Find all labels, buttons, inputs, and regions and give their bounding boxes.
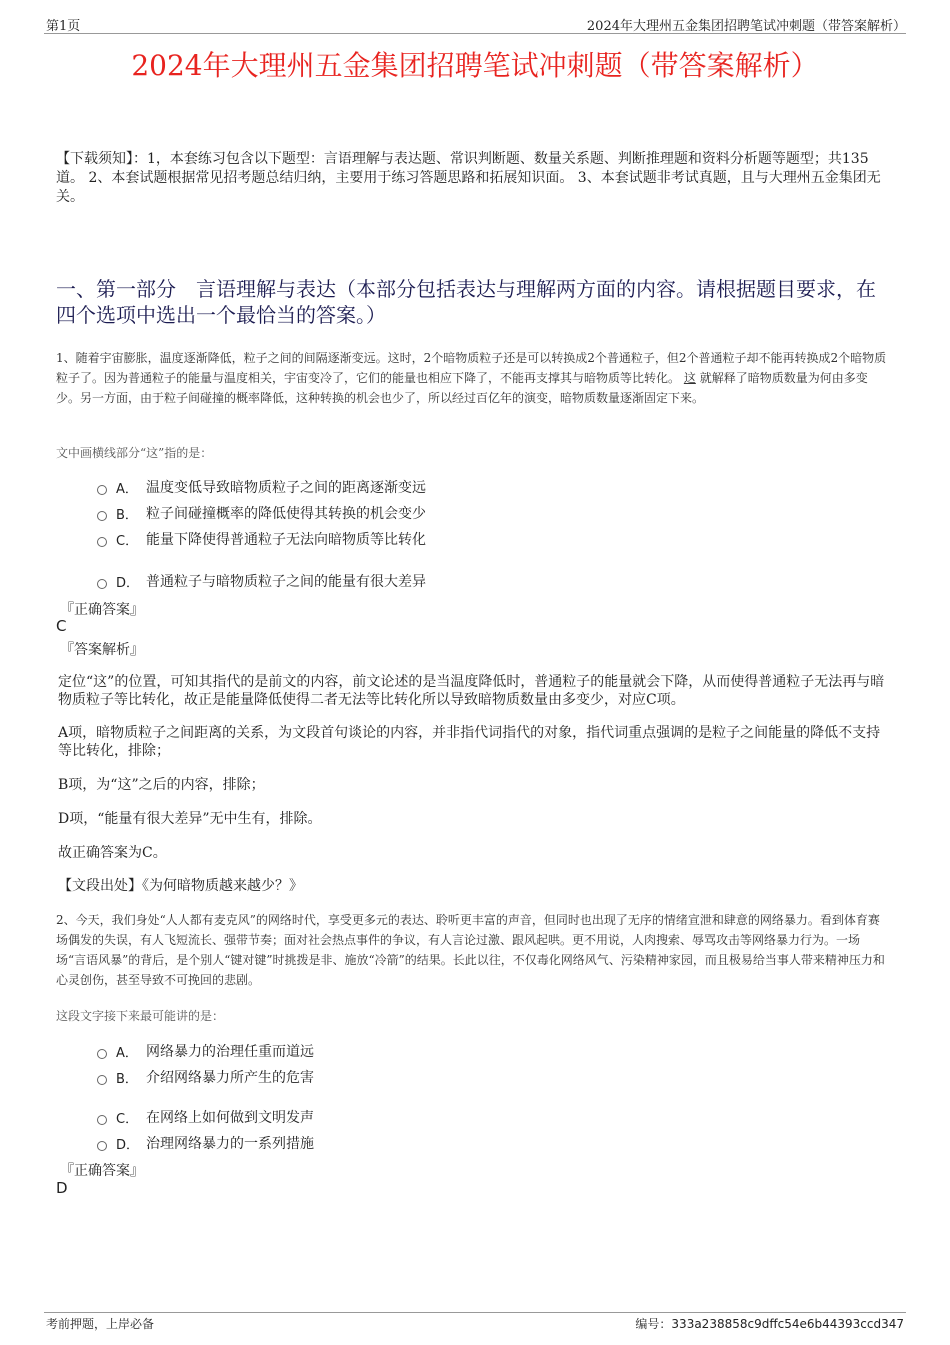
radio-icon[interactable]	[97, 485, 107, 495]
header-divider	[44, 33, 906, 34]
q1-option-b[interactable]: B． 粒子间碰撞概率的降低使得其转换的机会变少	[97, 503, 426, 523]
radio-icon[interactable]	[97, 511, 107, 521]
radio-icon[interactable]	[97, 1115, 107, 1125]
q1-analysis-3: B项，为“这”之后的内容，排除；	[58, 777, 265, 793]
q2-option-c[interactable]: C． 在网络上如何做到文明发声	[97, 1107, 314, 1127]
question-1-text: 1、随着宇宙膨胀，温度逐渐降低，粒子之间的间隔逐渐变远。这时，2个暗物质粒子还是可以转换成2个普通粒子，但2个普通粒子却不能再转换成2个暗物质粒子了。因为普通粒子的能量与温度相关，宇宙变冷了，它们的能量也相应下降了，不能再支撑其与暗物质等比转化。 这 就解释了暗物质数量为何由多变少。另一方面，由于粒子间碰撞的概率降低，这种转换的机会也少了，所以经过百亿年的演变，暗物质数量逐渐固定下来。	[56, 351, 887, 405]
q1-analysis-1: 定位“这”的位置，可知其指代的是前文的内容，前文论述的是当温度降低时，普通粒子的能量就会下降，从而使得普通粒子无法再与暗物质粒子等比转化，故正是能量降低使得二者无法等比转化所以导致暗物质数量由多变少，对应C项。	[58, 674, 885, 708]
question-2-text: 2、今天，我们身处“人人都有麦克风”的网络时代，享受更多元的表达、聆听更丰富的声音，但同时也出现了无序的情绪宣泄和肆意的网络暴力。看到体育赛场偶发的失误，有人飞短流长、强带节奏；面对社会热点事件的争议，有人言论过激、跟风起哄。更不用说，人肉搜索、辱骂攻击等网络暴力行为。一场场“言语风暴”的背后，是个别人“键对键”时挑拨是非、施放“冷箭”的结果。长此以往，不仅毒化网络风气、污染精神家园，而且极易给当事人带来精神压力和心灵创伤，甚至导致不可挽回的悲剧。	[56, 913, 885, 987]
footer-slogan: 考前押题，上岸必备	[46, 1317, 155, 1331]
page-number: 第1页	[46, 19, 81, 34]
q2-answer-label: 『正确答案』	[60, 1163, 144, 1179]
q1-analysis-4: D项，“能量有很大差异”无中生有，排除。	[58, 811, 322, 827]
q1-analysis-5: 故正确答案为C。	[58, 845, 167, 861]
q1-answer: C	[56, 617, 67, 635]
q1-option-c[interactable]: C． 能量下降使得普通粒子无法向暗物质等比转化	[97, 529, 426, 549]
q2-option-d[interactable]: D． 治理网络暴力的一系列措施	[97, 1133, 314, 1153]
header-doc-title: 2024年大理州五金集团招聘笔试冲刺题（带答案解析）	[586, 19, 906, 34]
q1-option-d[interactable]: D． 普通粒子与暗物质粒子之间的能量有很大差异	[97, 571, 426, 591]
footer-divider	[44, 1312, 906, 1313]
question-2-prompt: 这段文字接下来最可能讲的是：	[56, 1009, 225, 1023]
download-notice: 【下载须知】：1，本套练习包含以下题型：言语理解与表达题、常识判断题、数量关系题、判断推理题和资料分析题等题型；共135道。 2、本套试题根据常见招考题总结归纳，主要用于练习答题思路和拓展知识面。 3、本套试题非考试真题，且与大理州五金集团无关。	[56, 151, 881, 205]
question-1-prompt: 文中画横线部分“这”指的是：	[56, 446, 213, 460]
q1-source: 【文段出处】《为何暗物质越来越少？》	[58, 878, 303, 894]
q2-answer: D	[56, 1179, 68, 1197]
document-code: 333a238858c9dffc54e6b44393ccd347	[671, 1317, 904, 1331]
radio-icon[interactable]	[97, 1075, 107, 1085]
underlined-word: 这	[683, 371, 696, 385]
page-title: 2024年大理州五金集团招聘笔试冲刺题（带答案解析）	[131, 49, 819, 82]
radio-icon[interactable]	[97, 579, 107, 589]
q1-answer-label: 『正确答案』	[60, 602, 144, 618]
q1-analysis-2: A项，暗物质粒子之间距离的关系，为文段首句谈论的内容，并非指代词指代的对象，指代词重点强调的是粒子之间能量的降低不支持等比转化，排除；	[58, 725, 881, 759]
radio-icon[interactable]	[97, 1049, 107, 1059]
q1-option-a[interactable]: A． 温度变低导致暗物质粒子之间的距离逐渐变远	[97, 477, 426, 497]
q1-analysis-label: 『答案解析』	[60, 642, 144, 658]
footer-code: 编号：333a238858c9dffc54e6b44393ccd347	[635, 1317, 904, 1331]
q2-option-b[interactable]: B． 介绍网络暴力所产生的危害	[97, 1067, 314, 1087]
section-heading: 一、第一部分 言语理解与表达（本部分包括表达与理解两方面的内容。请根据题目要求，在四个选项中选出一个最恰当的答案。）	[56, 277, 876, 327]
radio-icon[interactable]	[97, 537, 107, 547]
radio-icon[interactable]	[97, 1141, 107, 1151]
q2-option-a[interactable]: A． 网络暴力的治理任重而道远	[97, 1041, 314, 1061]
